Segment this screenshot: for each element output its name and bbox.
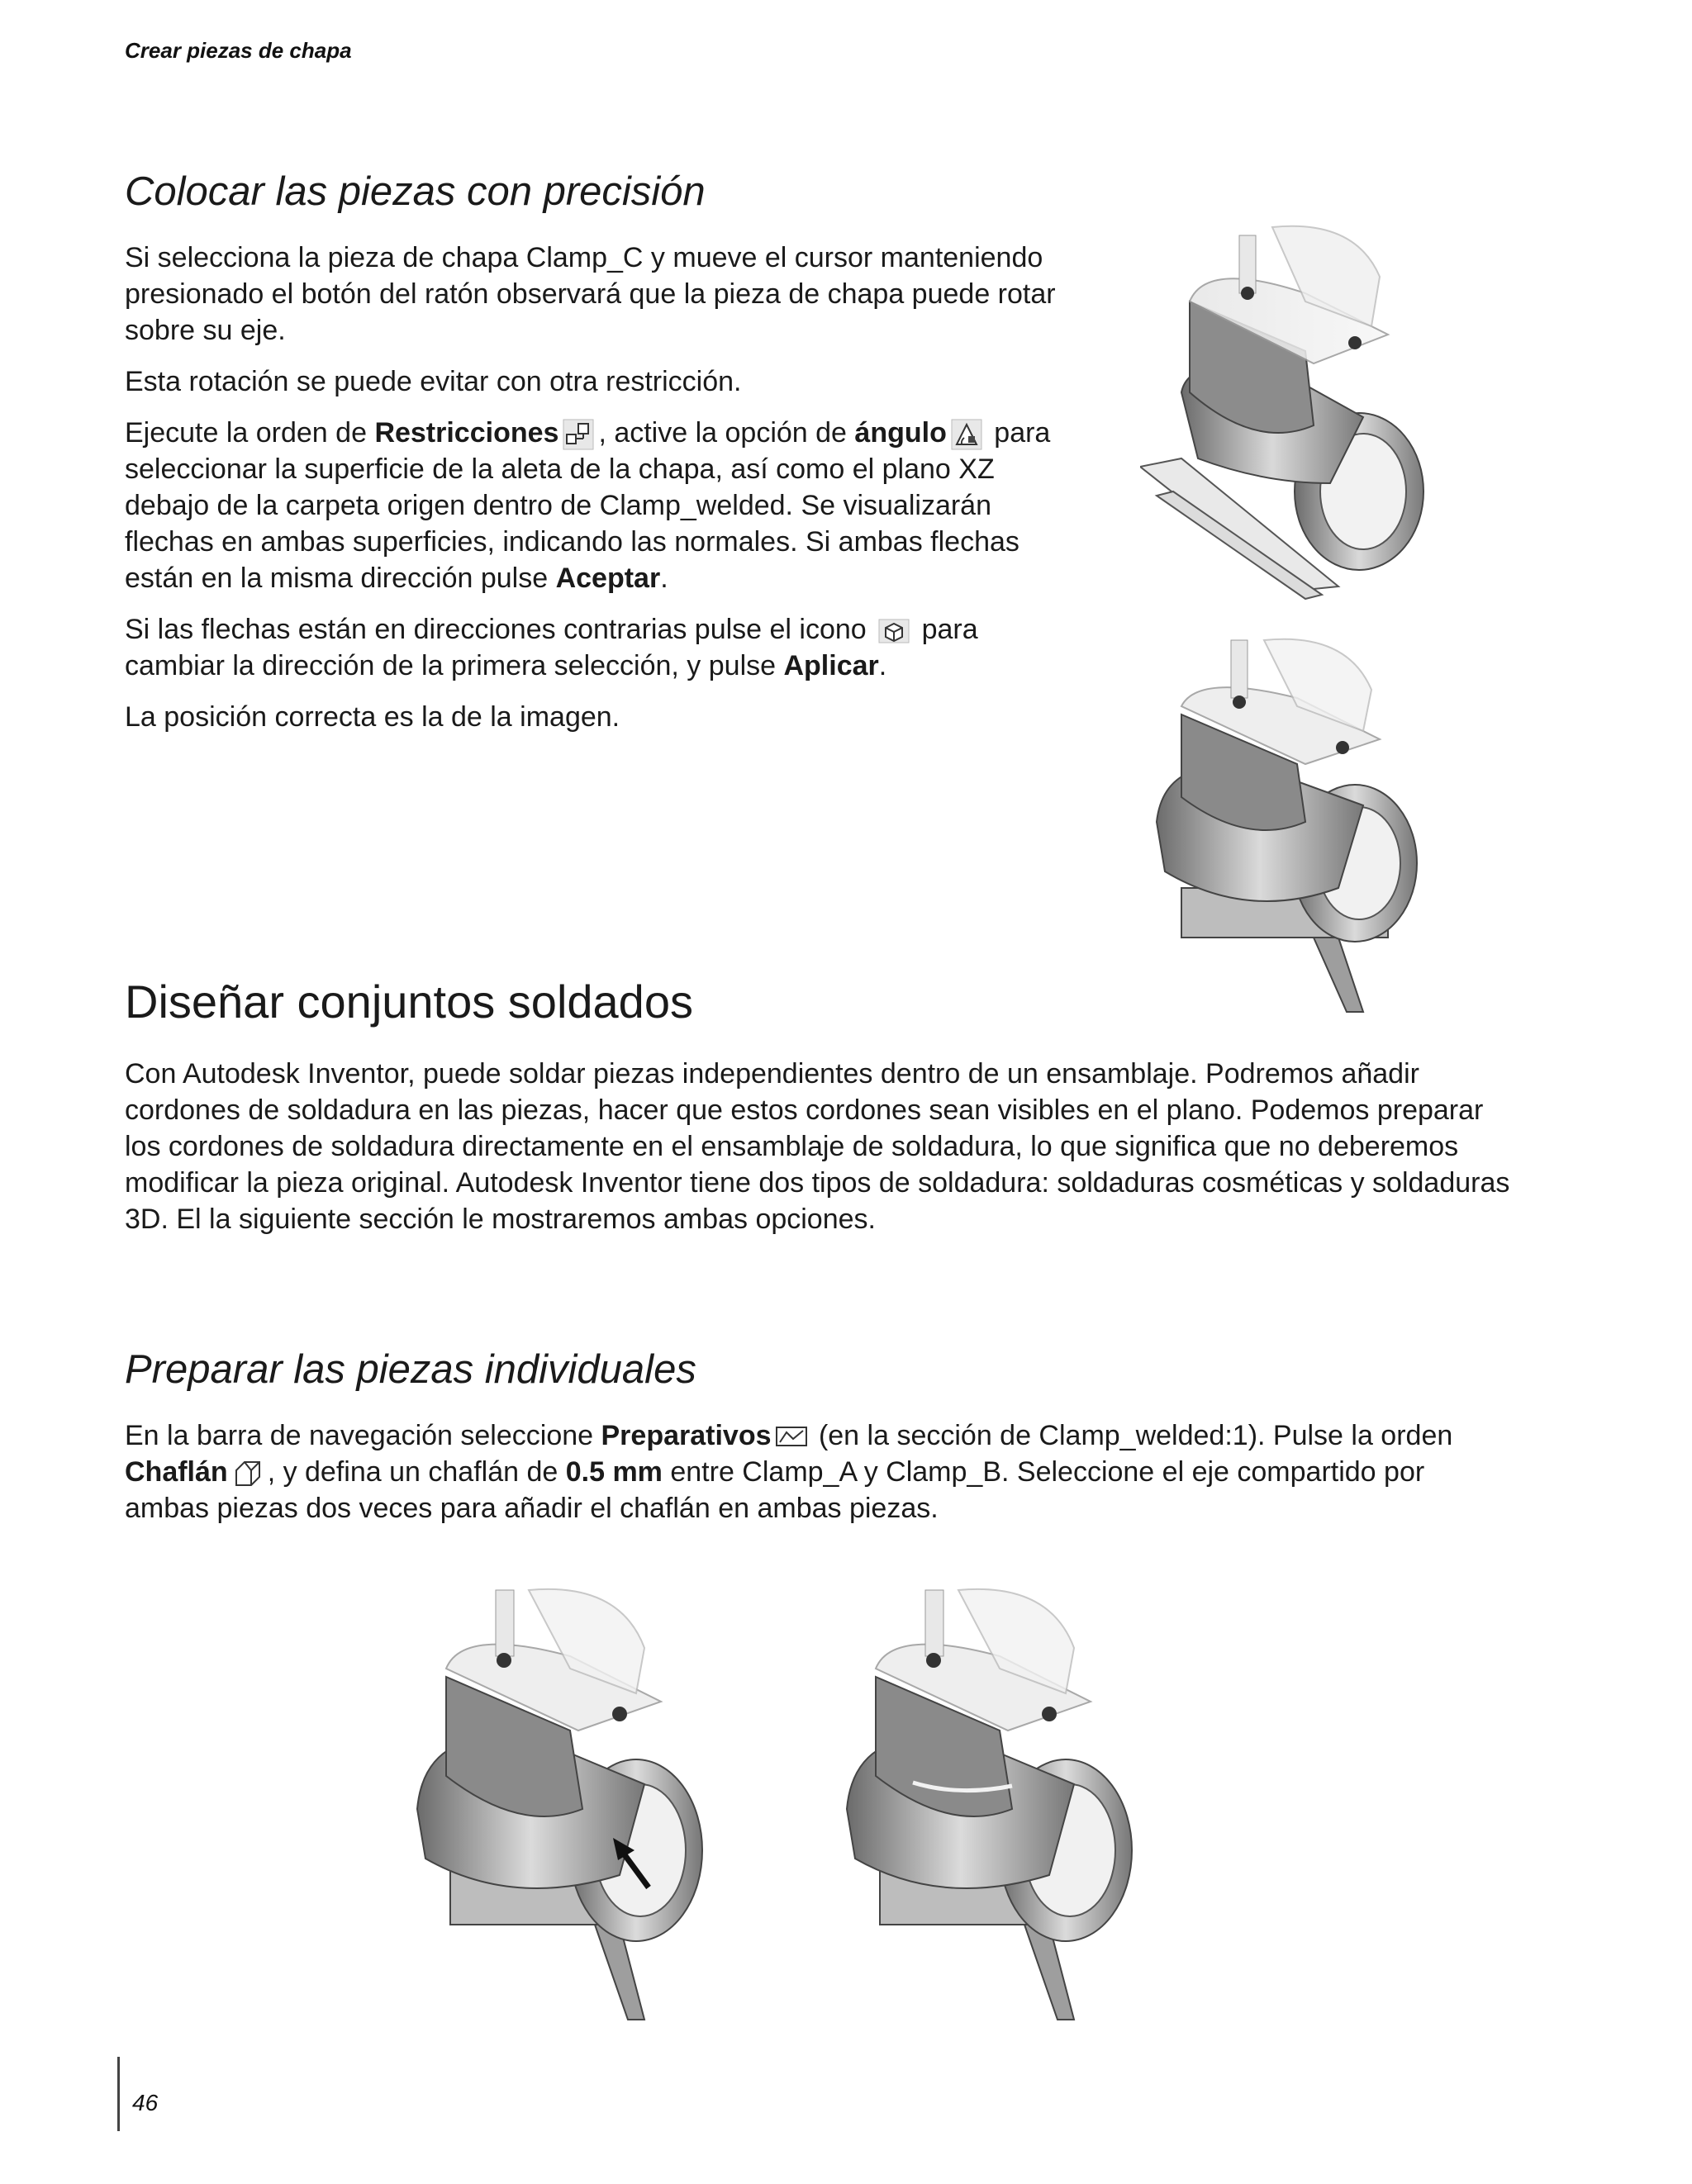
footer-rule bbox=[117, 2057, 120, 2131]
bold-term: Restricciones bbox=[374, 417, 559, 449]
preparations-icon bbox=[775, 1421, 808, 1454]
paragraph: Esta rotación se puede evitar con otra restricción. bbox=[125, 366, 742, 397]
flip-direction-icon bbox=[877, 615, 910, 648]
paragraph: La posición correcta es la de la imagen. bbox=[125, 701, 620, 734]
bold-term: Aceptar bbox=[555, 563, 661, 595]
section-heading-colocar: Colocar las piezas con precisión bbox=[125, 169, 706, 214]
paragraph-constraints: Ejecute la orden de Restricciones , active la opción de ángulo para seleccionar la superficie de la aleta de la chapa, así como el plano XZ debajo de la carpeta origen dentro de Clamp_welded. Se visualizarán flechas en ambas superficies, indicando las normales. Si ambas flechas están en la misma dirección pulse Aceptar. bbox=[125, 417, 1051, 595]
clamp-assembly-correct-image bbox=[1148, 624, 1429, 1016]
paragraph: Si selecciona la pieza de chapa Clamp_C y mueve el cursor manteniendo presionado el botón del ratón observará que la pieza de chapa puede rotar sobre su eje. bbox=[125, 242, 1056, 346]
constraint-icon bbox=[562, 418, 595, 451]
bold-term: Preparativos bbox=[601, 1420, 772, 1451]
paragraph: Con Autodesk Inventor, puede soldar piezas independientes dentro de un ensamblaje. Podremos añadir cordones de soldadura en las piezas, hacer que estos cordones sean visibles en el plano. Podemos preparar los cordones de soldadura directamente en el ensamblaje de soldadura, lo que significa que no deberemos modificar la pieza original. Autodesk Inventor tiene dos tipos de soldadura: soldaduras cosméticas y soldaduras 3D. El la siguiente sección le mostraremos ambas opciones. bbox=[125, 1058, 1510, 1235]
paragraph-flip: Si las flechas están en direcciones contrarias pulse el icono para cambiar la dirección de la primera selección, y pulse Aplicar. bbox=[125, 614, 978, 682]
clamp-chamfer-after-image bbox=[834, 1569, 1148, 2024]
section3-body bbox=[125, 1417, 1513, 1541]
chamfer-icon bbox=[231, 1457, 264, 1490]
page-number: 46 bbox=[132, 2090, 159, 2115]
bold-term: Aplicar bbox=[783, 650, 879, 682]
clamp-assembly-rotated-image bbox=[1140, 211, 1438, 607]
paragraph-preparations: En la barra de navegación seleccione Preparativos (en la sección de Clamp_welded:1). Pulse la orden Chaflán , y defina un chaflán de 0.5 mm entre Clamp_A y Clamp_B. Seleccione el eje compartido por ambas piezas dos veces para añadir el chaflán en ambas piezas. bbox=[125, 1420, 1453, 1525]
angle-constraint-icon bbox=[950, 418, 983, 451]
running-header: Crear piezas de chapa bbox=[125, 38, 352, 63]
section-heading-disenar: Diseñar conjuntos soldados bbox=[125, 976, 693, 1028]
section1-body bbox=[125, 240, 1075, 750]
bold-term: Chaflán bbox=[125, 1456, 228, 1488]
section-heading-preparar: Preparar las piezas individuales bbox=[125, 1347, 696, 1392]
bold-term: 0.5 mm bbox=[565, 1456, 663, 1488]
clamp-chamfer-before-image bbox=[405, 1569, 719, 2024]
bold-term: ángulo bbox=[854, 417, 947, 449]
section2-body bbox=[125, 1056, 1513, 1252]
